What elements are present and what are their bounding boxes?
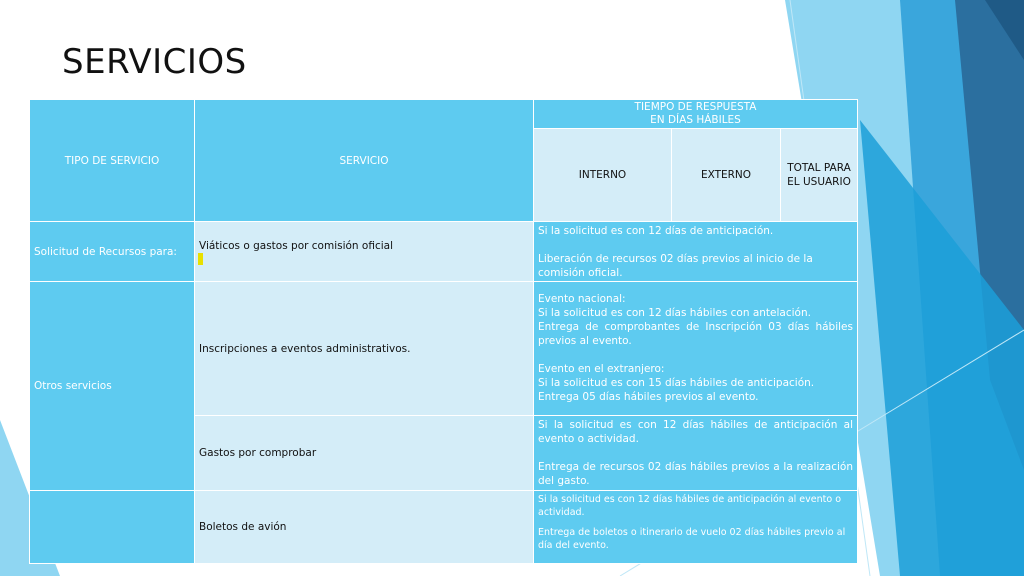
row-tipo-boletos — [29, 490, 195, 564]
row-tiempo-inscripciones — [533, 281, 858, 416]
text-paragraph: Si la solicitud es con 12 días hábiles de anticipación al evento o actividad. — [538, 419, 853, 445]
text-paragraph: Entrega 05 días hábiles previos al evento. — [538, 391, 759, 403]
text-paragraph: Entrega de boletos o itinerario de vuelo 02 días hábiles previo al día del evento. — [538, 527, 846, 551]
text-paragraph: Entrega de recursos 02 días hábiles previos a la realización del gasto. — [538, 461, 853, 487]
row-servicio-gastos-por-comprobar: Gastos por comprobar — [194, 415, 534, 491]
page-title: SERVICIOS — [62, 42, 247, 82]
text-paragraph: Si la solicitud es con 12 días hábiles de anticipación al evento o actividad. — [538, 494, 842, 518]
header-tiempo-de-respuesta — [533, 99, 858, 129]
text-paragraph: Evento nacional: — [538, 293, 626, 305]
header-total-para-el-usuario — [780, 128, 858, 222]
row-servicio-viaticos: Viáticos o gastos por comisión oficial — [194, 221, 534, 282]
row-tipo-otros-servicios: Otros servicios — [29, 281, 195, 491]
header-tiempo-line1: TIEMPO DE RESPUESTA — [634, 101, 757, 113]
row-tiempo-viaticos — [533, 221, 858, 282]
row-tiempo-boletos — [533, 490, 858, 564]
header-tiempo-line2: EN DÍAS HÁBILES — [650, 114, 741, 126]
row-tiempo-gastos — [533, 415, 858, 491]
row-tipo-solicitud-recursos: Solicitud de Recursos para: — [29, 221, 195, 282]
text-paragraph: Si la solicitud es con 12 días hábiles con antelación. — [538, 307, 811, 319]
header-total-line1: TOTAL PARA — [787, 162, 851, 174]
header-servicio: SERVICIO — [194, 99, 534, 222]
header-interno: INTERNO — [533, 128, 672, 222]
header-tipo-de-servicio: TIPO DE SERVICIO — [29, 99, 195, 222]
text-paragraph: Si la solicitud es con 15 días hábiles de anticipación. — [538, 377, 815, 389]
text-paragraph: Entrega de comprobantes de Inscripción 03 días hábiles previos al evento. — [538, 321, 853, 347]
row-servicio-inscripciones: Inscripciones a eventos administrativos. — [194, 281, 534, 416]
text-paragraph: Evento en el extranjero: — [538, 363, 665, 375]
text-cursor — [198, 253, 203, 265]
text-paragraph: Si la solicitud es con 12 días de anticipación. — [538, 225, 774, 237]
header-total-line2: EL USUARIO — [787, 176, 851, 188]
row-servicio-boletos-de-avion: Boletos de avión — [194, 490, 534, 564]
header-externo: EXTERNO — [671, 128, 781, 222]
text-paragraph: Liberación de recursos 02 días previos al inicio de la comisión oficial. — [538, 253, 813, 279]
